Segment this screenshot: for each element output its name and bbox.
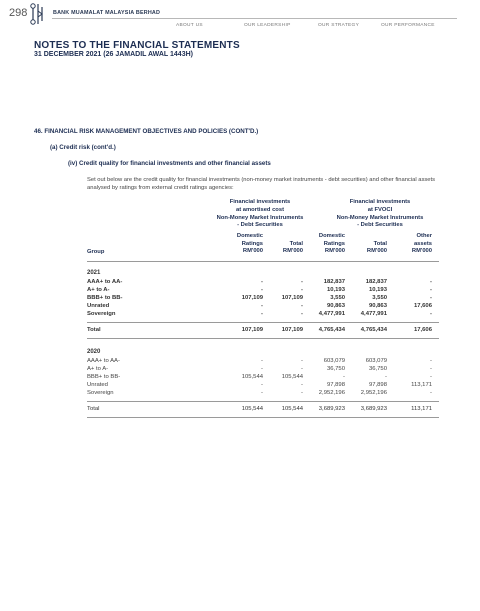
row-label: BBB+ to BB- bbox=[87, 374, 121, 380]
cell-value: 105,544 bbox=[281, 406, 303, 412]
cell-value: 97,898 bbox=[368, 382, 387, 388]
total-row-2021 bbox=[87, 327, 439, 335]
subsubsection-heading: (iv) Credit quality for financial investments and other financial assets bbox=[68, 160, 271, 167]
cell-value: 603,079 bbox=[323, 358, 345, 364]
table-row bbox=[87, 390, 439, 398]
col-header-fvoci-domestic: Domestic Ratings RM'000 bbox=[318, 233, 345, 255]
cell-value: 36,750 bbox=[368, 366, 387, 372]
cell-value: - bbox=[261, 303, 263, 309]
table-row bbox=[87, 366, 439, 374]
cell-value: 113,171 bbox=[411, 406, 432, 412]
cell-value: 90,863 bbox=[368, 303, 387, 309]
cell-value: 107,109 bbox=[281, 295, 303, 301]
row-label: Total bbox=[87, 327, 101, 333]
cell-value: 107,109 bbox=[241, 327, 263, 333]
table-row bbox=[87, 358, 439, 366]
nav-about-us[interactable]: ABOUT US bbox=[176, 23, 203, 28]
page-title: NOTES TO THE FINANCIAL STATEMENTS bbox=[34, 40, 240, 51]
cell-value: 182,837 bbox=[365, 279, 387, 285]
cell-value: - bbox=[385, 374, 387, 380]
cell-value: 3,550 bbox=[372, 295, 387, 301]
subsection-heading: (a) Credit risk (cont'd.) bbox=[50, 144, 116, 151]
nav-our-leadership[interactable]: OUR LEADERSHIP bbox=[244, 23, 291, 28]
cell-value: - bbox=[301, 382, 303, 388]
cell-value: 10,193 bbox=[326, 287, 345, 293]
cell-value: - bbox=[430, 279, 432, 285]
row-label: Unrated bbox=[87, 303, 110, 309]
cell-value: - bbox=[261, 390, 263, 396]
cell-value: 603,079 bbox=[365, 358, 387, 364]
year-2021-label: 2021 bbox=[87, 270, 101, 276]
table-row bbox=[87, 279, 439, 287]
total-2020-bottom-rule bbox=[87, 417, 439, 418]
page-date: 31 DECEMBER 2021 (26 JAMADIL AWAL 1443H) bbox=[34, 51, 193, 58]
total-row-2020 bbox=[87, 406, 439, 414]
cell-value: - bbox=[261, 358, 263, 364]
cell-value: - bbox=[301, 303, 303, 309]
cell-value: 2,952,196 bbox=[318, 390, 345, 396]
cell-value: - bbox=[261, 287, 263, 293]
cell-value: 3,689,923 bbox=[360, 406, 387, 412]
cell-value: - bbox=[430, 358, 432, 364]
section-heading: 46. FINANCIAL RISK MANAGEMENT OBJECTIVES AND POLICIES (CONT'D.) bbox=[34, 128, 259, 135]
table-row bbox=[87, 287, 439, 295]
cell-value: - bbox=[430, 287, 432, 293]
top-navigation bbox=[0, 23, 480, 31]
cell-value: 182,837 bbox=[323, 279, 345, 285]
row-label: Unrated bbox=[87, 382, 108, 388]
table-row bbox=[87, 311, 439, 319]
cell-value: 3,550 bbox=[330, 295, 345, 301]
cell-value: - bbox=[301, 279, 303, 285]
cell-value: 36,750 bbox=[326, 366, 345, 372]
group-header-amortised: Financial investments at amortised cost Non-Money Market Instruments - Debt Securities bbox=[216, 199, 304, 229]
table-row bbox=[87, 382, 439, 390]
cell-value: 105,544 bbox=[281, 374, 303, 380]
nav-our-performance[interactable]: OUR PERFORMANCE bbox=[381, 23, 435, 28]
header-divider bbox=[87, 261, 439, 262]
cell-value: 113,171 bbox=[411, 382, 432, 388]
table-row bbox=[87, 374, 439, 382]
cell-value: - bbox=[430, 390, 432, 396]
cell-value: - bbox=[301, 366, 303, 372]
row-label: AAA+ to AA- bbox=[87, 279, 123, 285]
cell-value: 4,477,991 bbox=[318, 311, 345, 317]
cell-value: 3,689,923 bbox=[318, 406, 345, 412]
cell-value: - bbox=[261, 311, 263, 317]
cell-value: - bbox=[301, 311, 303, 317]
row-label: A+ to A- bbox=[87, 287, 110, 293]
cell-value: - bbox=[430, 374, 432, 380]
row-label: A+ to A- bbox=[87, 366, 109, 372]
cell-value: 10,193 bbox=[368, 287, 387, 293]
cell-value: - bbox=[301, 287, 303, 293]
col-header-amortised-total: Total RM'000 bbox=[282, 240, 303, 255]
total-2021-bottom-rule bbox=[87, 338, 439, 339]
cell-value: 90,863 bbox=[326, 303, 345, 309]
total-2020-top-rule bbox=[87, 401, 439, 402]
col-header-amortised-domestic: Domestic Ratings RM'000 bbox=[236, 233, 263, 255]
cell-value: - bbox=[430, 366, 432, 372]
cell-value: - bbox=[301, 390, 303, 396]
cell-value: 105,544 bbox=[241, 374, 263, 380]
cell-value: 105,544 bbox=[241, 406, 263, 412]
cell-value: - bbox=[261, 279, 263, 285]
intro-paragraph: Set out below are the credit quality for financial investments (non-money market instruments - debt securities) and other financial assets analysed by ratings from external credit ratings agencies: bbox=[87, 177, 435, 191]
cell-value: 97,898 bbox=[326, 382, 345, 388]
group-label: Group bbox=[87, 249, 105, 255]
page-number: 298 bbox=[9, 7, 28, 19]
cell-value: 107,109 bbox=[281, 327, 303, 333]
cell-value: - bbox=[301, 358, 303, 364]
row-label: Sovereign bbox=[87, 390, 114, 396]
col-header-other-assets: Other assets RM'000 bbox=[411, 233, 432, 255]
table-row bbox=[87, 303, 439, 311]
cell-value: - bbox=[261, 366, 263, 372]
cell-value: 17,606 bbox=[413, 327, 432, 333]
cell-value: 107,109 bbox=[241, 295, 263, 301]
cell-value: 4,477,991 bbox=[360, 311, 387, 317]
group-header-fvoci: Financial investments at FVOCI Non-Money Market Instruments - Debt Securities bbox=[336, 199, 424, 229]
cell-value: - bbox=[430, 295, 432, 301]
bank-name: BANK MUAMALAT MALAYSIA BERHAD bbox=[53, 10, 161, 16]
year-2020-label: 2020 bbox=[87, 349, 101, 355]
total-2021-top-rule bbox=[87, 322, 439, 323]
row-label: BBB+ to BB- bbox=[87, 295, 123, 301]
nav-our-strategy[interactable]: OUR STRATEGY bbox=[318, 23, 360, 28]
col-header-fvoci-total: Total RM'000 bbox=[366, 240, 387, 255]
cell-value: 4,765,434 bbox=[360, 327, 387, 333]
row-label: Sovereign bbox=[87, 311, 116, 317]
cell-value: - bbox=[261, 382, 263, 388]
row-label: Total bbox=[87, 406, 100, 412]
cell-value: - bbox=[343, 374, 345, 380]
cell-value: 4,765,434 bbox=[318, 327, 345, 333]
cell-value: - bbox=[430, 311, 432, 317]
table-row bbox=[87, 295, 439, 303]
header-rule bbox=[52, 18, 457, 19]
cell-value: 2,952,196 bbox=[360, 390, 387, 396]
row-label: AAA+ to AA- bbox=[87, 358, 120, 364]
cell-value: 17,606 bbox=[413, 303, 432, 309]
